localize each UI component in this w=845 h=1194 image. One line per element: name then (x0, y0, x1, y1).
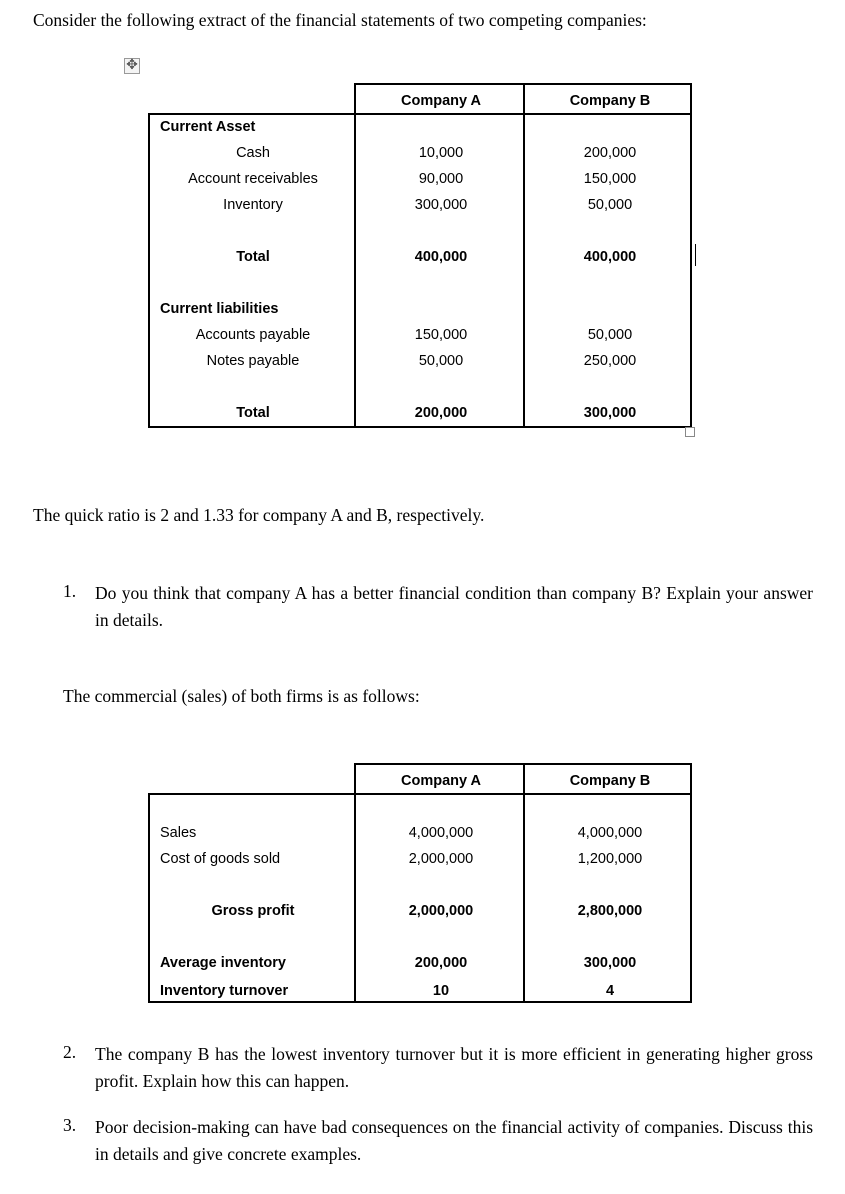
total-liabilities-b: 300,000 (583, 405, 637, 421)
question-2-number: 2. (63, 1042, 77, 1062)
table2-header-company-b: Company B (569, 773, 651, 789)
average-inventory-b: 300,000 (583, 955, 637, 971)
table-move-handle-icon[interactable]: ✥ (124, 58, 140, 74)
row-label-total-liabilities: Total (236, 405, 270, 421)
table1-header-company-b: Company B (569, 93, 651, 109)
question-3-text: Poor decision-making can have bad consequences on the financial activity of companies. Discuss this in details and give concrete examples. (95, 1117, 813, 1164)
table2-header-company-a: Company A (400, 773, 482, 789)
row-label-current-liabilities: Current liabilities (160, 301, 279, 317)
inventory-turnover-a: 10 (432, 983, 450, 999)
total-assets-b: 400,000 (583, 249, 637, 265)
question-2-text: The company B has the lowest inventory turnover but it is more efficient in generating higher gross profit. Explain how this can happen. (95, 1044, 813, 1091)
intro-text: Consider the following extract of the financial statements of two competing companies: (33, 10, 647, 30)
row-label-gross-profit: Gross profit (211, 903, 295, 919)
total-assets-a: 400,000 (414, 249, 468, 265)
row-label-receivables: Account receivables (188, 171, 318, 187)
row-label-cogs: Cost of goods sold (160, 851, 281, 867)
sales-b: 4,000,000 (577, 825, 643, 841)
cash-a: 10,000 (418, 145, 464, 161)
row-label-current-asset: Current Asset (160, 119, 256, 135)
question-1-number: 1. (63, 581, 77, 601)
row-label-total-assets: Total (236, 249, 270, 265)
average-inventory-a: 200,000 (414, 955, 468, 971)
cogs-b: 1,200,000 (577, 851, 643, 867)
inventory-turnover-b: 4 (605, 983, 615, 999)
gross-profit-b: 2,800,000 (577, 903, 643, 919)
accounts-payable-b: 50,000 (587, 327, 633, 343)
inventory-a: 300,000 (414, 197, 468, 213)
question-1-text: Do you think that company A has a better financial condition than company B? Explain your answer in details. (95, 583, 813, 630)
row-label-cash: Cash (236, 145, 270, 161)
inventory-b: 50,000 (587, 197, 633, 213)
table1-header-company-a: Company A (400, 93, 482, 109)
sales-intro-text: The commercial (sales) of both firms is as follows: (63, 686, 420, 706)
receivables-b: 150,000 (583, 171, 637, 187)
row-label-accounts-payable: Accounts payable (195, 327, 311, 343)
sales-a: 4,000,000 (408, 825, 474, 841)
row-label-inventory: Inventory (223, 197, 283, 213)
receivables-a: 90,000 (418, 171, 464, 187)
question-3-number: 3. (63, 1115, 77, 1135)
accounts-payable-a: 150,000 (414, 327, 468, 343)
row-label-notes-payable: Notes payable (206, 353, 300, 369)
cogs-a: 2,000,000 (408, 851, 474, 867)
quick-ratio-text: The quick ratio is 2 and 1.33 for company A and B, respectively. (33, 505, 485, 525)
notes-payable-b: 250,000 (583, 353, 637, 369)
gross-profit-a: 2,000,000 (408, 903, 474, 919)
text-cursor (695, 244, 696, 266)
table-resize-handle-icon[interactable] (685, 427, 695, 437)
cash-b: 200,000 (583, 145, 637, 161)
notes-payable-a: 50,000 (418, 353, 464, 369)
row-label-average-inventory: Average inventory (160, 955, 286, 971)
total-liabilities-a: 200,000 (414, 405, 468, 421)
row-label-inventory-turnover: Inventory turnover (160, 983, 289, 999)
row-label-sales: Sales (160, 825, 197, 841)
